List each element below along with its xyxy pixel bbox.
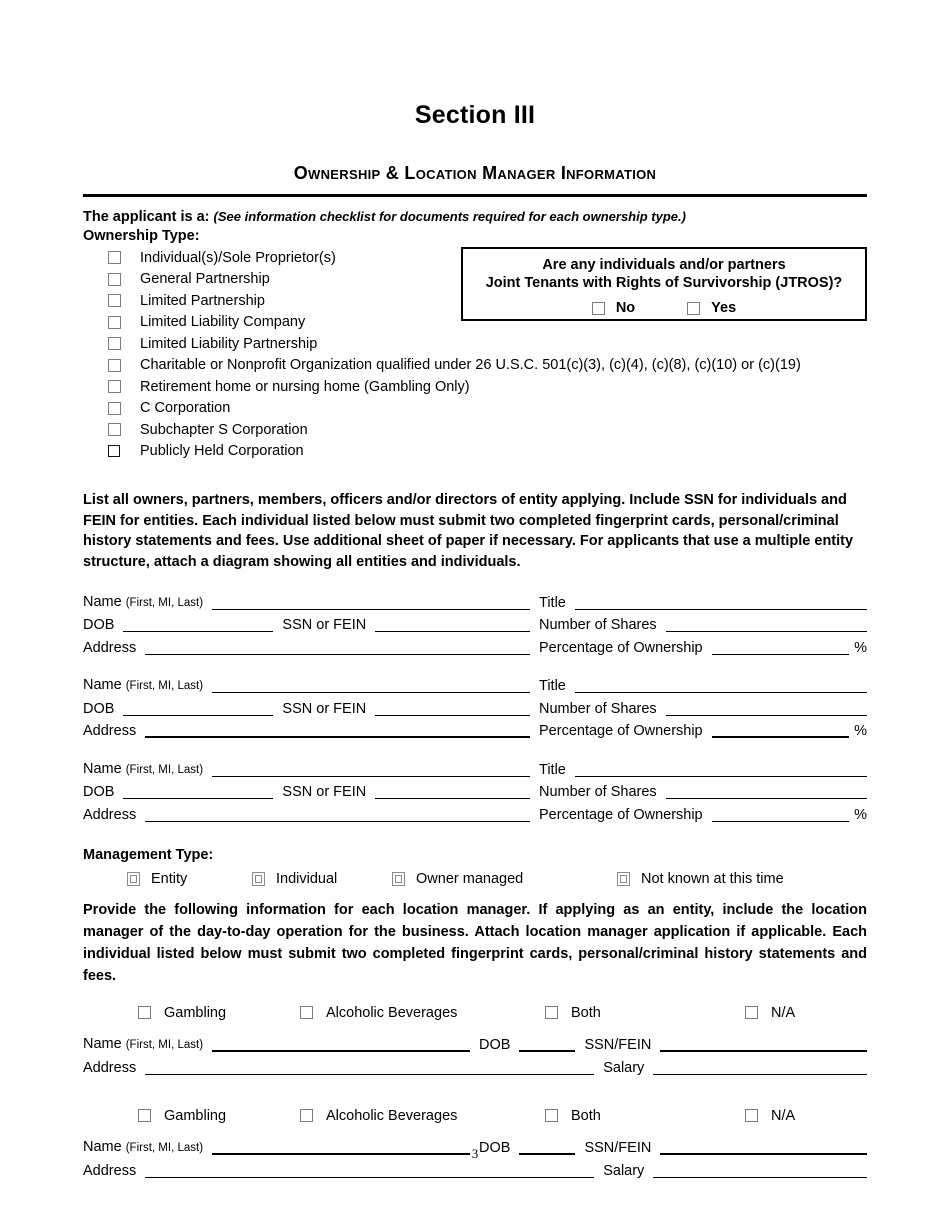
ownership-option-row[interactable]: [83, 376, 867, 398]
jtros-options: [463, 300, 865, 316]
checkbox-subchapter-s-corporation[interactable]: [108, 423, 121, 436]
owner-address-percentage-row: [83, 800, 867, 823]
owner-percentage-label: Percentage of Ownership: [539, 723, 703, 740]
license-option-label: Gambling: [164, 1107, 227, 1124]
ownership-type-area: [83, 247, 867, 462]
owner-name-label: Name (First, MI, Last): [83, 760, 204, 777]
checkbox-license-gambling[interactable]: [138, 1006, 151, 1019]
ownership-option-label: General Partnership: [140, 271, 270, 287]
owner-dob-label: DOB: [83, 700, 115, 717]
owner-address-label: Address: [83, 806, 137, 823]
management-type-options: [83, 871, 867, 887]
lm-salary-input[interactable]: [653, 1059, 867, 1075]
location-manager-block: [83, 1104, 867, 1179]
jtros-option-no[interactable]: [592, 300, 635, 316]
lm-dob-input[interactable]: [519, 1035, 575, 1052]
license-option-label: Both: [571, 1107, 601, 1124]
checkbox-license-na[interactable]: [745, 1109, 758, 1122]
owner-dob-input[interactable]: [123, 700, 273, 716]
license-option-label: Alcoholic Beverages: [326, 1004, 458, 1021]
ownership-option-label: Retirement home or nursing home (Gambling Only): [140, 378, 470, 395]
management-option-label: Individual: [276, 870, 338, 887]
checkbox-limited-liability-partnership[interactable]: [108, 337, 121, 350]
owner-title-input[interactable]: [575, 761, 867, 777]
owner-ssn-fein-input[interactable]: [375, 616, 530, 632]
lm-salary-label: Salary: [603, 1059, 645, 1076]
owner-dob-label: DOB: [83, 784, 115, 801]
owner-percentage-input[interactable]: [712, 721, 849, 738]
section-subtitle: Ownership & Location Manager Information: [293, 163, 657, 183]
owner-percentage-input[interactable]: [712, 639, 849, 655]
ownership-type-label: Ownership Type:: [83, 228, 200, 244]
checkbox-limited-liability-company[interactable]: [108, 316, 121, 329]
management-type-label: Management Type:: [83, 846, 214, 863]
checkbox-license-na[interactable]: [745, 1006, 758, 1019]
owner-percentage-input[interactable]: [712, 806, 849, 822]
owner-entry-block: [83, 755, 867, 823]
owner-address-percentage-row: [83, 633, 867, 656]
owner-dob-input[interactable]: [123, 616, 273, 632]
owner-title-label: Title: [539, 761, 566, 778]
license-option-both[interactable]: [545, 1108, 745, 1124]
owner-percentage-label: Percentage of Ownership: [539, 806, 703, 823]
ownership-option-label: Limited Partnership: [140, 292, 265, 309]
management-option-individual[interactable]: [252, 871, 392, 887]
license-option-gambling[interactable]: [83, 1108, 300, 1124]
owner-percent-sign: %: [854, 723, 867, 740]
ownership-option-label: Publicly Held Corporation: [140, 443, 304, 459]
jtros-question-box: [461, 247, 867, 321]
owner-shares-input[interactable]: [666, 700, 867, 716]
ownership-option-label: Individual(s)/Sole Proprietor(s): [140, 249, 336, 266]
checkbox-retirement-nursing-home[interactable]: [108, 380, 121, 393]
ownership-option-label: Limited Liability Company: [140, 314, 306, 330]
location-manager-fields: [83, 1031, 867, 1076]
owner-title-input[interactable]: [575, 677, 867, 693]
checkbox-license-alcoholic-beverages[interactable]: [300, 1109, 313, 1122]
owner-address-input[interactable]: [145, 806, 530, 822]
lm-salary-input[interactable]: [653, 1162, 867, 1178]
management-option-entity[interactable]: [127, 871, 252, 887]
owner-title-input[interactable]: [575, 594, 867, 610]
owner-dob-input[interactable]: [123, 783, 273, 799]
lm-name-label: Name (First, MI, Last): [83, 1036, 204, 1053]
applicant-label: The applicant is a:: [83, 209, 210, 225]
lm-name-input[interactable]: [212, 1035, 470, 1052]
checkbox-management-not-known[interactable]: [617, 872, 630, 886]
checkbox-management-entity[interactable]: [127, 872, 140, 886]
license-option-label: Both: [571, 1004, 601, 1021]
ownership-option-label: Charitable or Nonprofit Organization qualified under 26 U.S.C. 501(c)(3), (c)(4), (c)(8), (c)(10) or (c)(19): [140, 357, 801, 373]
license-option-label: N/A: [771, 1107, 796, 1124]
license-option-label: Alcoholic Beverages: [326, 1107, 458, 1124]
owner-shares-input[interactable]: [666, 783, 867, 799]
license-option-label: N/A: [771, 1004, 796, 1021]
checkbox-c-corporation[interactable]: [108, 402, 121, 415]
ownership-option-label: C Corporation: [140, 400, 231, 416]
ownership-option-row[interactable]: [83, 355, 867, 377]
ownership-option-row[interactable]: [83, 441, 867, 463]
lm-address-input[interactable]: [145, 1059, 594, 1075]
lm-address-input[interactable]: [145, 1162, 594, 1178]
lm-dob-label: DOB: [479, 1140, 511, 1157]
location-manager-block: [83, 1001, 867, 1076]
owner-address-input[interactable]: [145, 639, 530, 655]
ownership-option-row[interactable]: [83, 419, 867, 441]
owner-title-label: Title: [539, 678, 566, 695]
owner-percentage-label: Percentage of Ownership: [539, 639, 703, 656]
lm-ssn-fein-label: SSN/FEIN: [584, 1037, 652, 1054]
lm-ssn-fein-input[interactable]: [660, 1035, 867, 1052]
lm-name-dob-ssn-row: [83, 1031, 867, 1054]
checkbox-charitable-nonprofit[interactable]: [108, 359, 121, 372]
owner-ssn-fein-label: SSN or FEIN: [282, 617, 367, 634]
location-manager-license-options: [83, 1001, 867, 1025]
lm-salary-label: Salary: [603, 1162, 645, 1179]
checkbox-jtros-no[interactable]: [592, 302, 605, 315]
owner-name-label: Name (First, MI, Last): [83, 593, 204, 610]
title-divider: [83, 194, 867, 197]
page-title: Section III: [414, 101, 536, 129]
applicant-note: (See information checklist for documents required for each ownership type.): [213, 209, 686, 224]
checkbox-general-partnership[interactable]: [108, 273, 121, 286]
license-option-alcoholic-beverages[interactable]: [300, 1005, 545, 1021]
owner-dob-label: DOB: [83, 617, 115, 634]
owner-name-input[interactable]: [212, 677, 530, 693]
license-option-alcoholic-beverages[interactable]: [300, 1108, 545, 1124]
owner-name-input[interactable]: [212, 761, 530, 777]
license-option-na[interactable]: [745, 1005, 795, 1021]
owner-name-label: Name (First, MI, Last): [83, 677, 204, 694]
management-option-label: Entity: [151, 870, 188, 887]
owner-percent-sign: %: [854, 639, 867, 656]
owner-address-input[interactable]: [145, 721, 530, 738]
page-number: 3: [471, 1146, 479, 1161]
owner-entry-block: [83, 672, 867, 740]
jtros-question-line1: Are any individuals and/or partners: [542, 257, 786, 273]
checkbox-license-both[interactable]: [545, 1109, 558, 1122]
checkbox-individual-sole-proprietor[interactable]: [108, 251, 121, 264]
ownership-option-label: Subchapter S Corporation: [140, 421, 308, 438]
license-option-both[interactable]: [545, 1005, 745, 1021]
checkbox-license-both[interactable]: [545, 1006, 558, 1019]
checkbox-management-owner-managed[interactable]: [392, 872, 405, 886]
owner-name-title-row: [83, 755, 867, 778]
lm-address-salary-row: [83, 1053, 867, 1076]
applicant-is-a-line: [83, 209, 867, 225]
owner-entry-block: [83, 588, 867, 656]
checkbox-management-individual[interactable]: [252, 872, 265, 886]
page-content: [83, 0, 867, 1179]
owner-address-percentage-row: [83, 717, 867, 740]
jtros-no-label: No: [615, 300, 636, 316]
ownership-option-label: Limited Liability Partnership: [140, 335, 318, 352]
management-option-label: Not known at this time: [641, 870, 784, 887]
checkbox-limited-partnership[interactable]: [108, 294, 121, 307]
owner-name-title-row: [83, 588, 867, 611]
checkbox-publicly-held-corporation[interactable]: [108, 445, 120, 457]
owner-percent-sign: %: [854, 806, 867, 823]
location-manager-license-options: [83, 1104, 867, 1128]
lm-name-label: Name (First, MI, Last): [83, 1139, 204, 1156]
owner-dob-ssn-shares-row: [83, 694, 867, 717]
owner-address-label: Address: [83, 723, 137, 740]
ownership-option-row[interactable]: [83, 398, 867, 420]
owner-ssn-fein-input[interactable]: [375, 783, 530, 799]
ownership-option-row[interactable]: [83, 333, 867, 355]
owner-ssn-fein-label: SSN or FEIN: [282, 700, 367, 717]
checkbox-jtros-yes[interactable]: [687, 302, 700, 315]
owner-address-label: Address: [83, 639, 137, 656]
owner-name-title-row: [83, 672, 867, 695]
owner-shares-input[interactable]: [666, 616, 867, 632]
owners-instructions: List all owners, partners, members, officers and/or directors of entity applying. Include SSN for individuals and FEIN for entities. Each individual listed below must submit two completed fingerprint cards, personal/criminal history statements and fees. Use additional sheet of paper if necessary. For applicants that use a multiple entity structure, attach a diagram showing all entities and individuals.: [83, 492, 854, 570]
owner-name-input[interactable]: [212, 594, 530, 610]
jtros-question-line2: Joint Tenants with Rights of Survivorship (JTROS)?: [485, 275, 843, 291]
license-option-gambling[interactable]: [83, 1005, 300, 1021]
owner-dob-ssn-shares-row: [83, 611, 867, 634]
owner-ssn-fein-input[interactable]: [375, 700, 530, 716]
owner-shares-label: Number of Shares: [539, 700, 657, 717]
management-option-owner-managed[interactable]: [392, 871, 617, 887]
management-option-not-known[interactable]: [617, 871, 784, 887]
license-option-label: Gambling: [164, 1004, 227, 1021]
checkbox-license-gambling[interactable]: [138, 1109, 151, 1122]
lm-address-label: Address: [83, 1162, 137, 1179]
lm-ssn-fein-label: SSN/FEIN: [584, 1140, 652, 1157]
lm-dob-label: DOB: [479, 1037, 511, 1054]
owner-shares-label: Number of Shares: [539, 784, 657, 801]
owner-ssn-fein-label: SSN or FEIN: [282, 784, 367, 801]
owner-title-label: Title: [539, 594, 566, 611]
lm-address-label: Address: [83, 1059, 137, 1076]
jtros-option-yes[interactable]: [687, 300, 736, 316]
location-manager-instructions: Provide the following information for each location manager. If applying as an entity, include the location manager of the day-to-day operation for the business. Attach location manager application if applicable. Each individual listed below must submit two completed fingerprint cards, personal/criminal history statements and fees.: [83, 901, 867, 984]
management-option-label: Owner managed: [416, 870, 524, 887]
license-option-na[interactable]: [745, 1108, 795, 1124]
owner-shares-label: Number of Shares: [539, 617, 657, 634]
jtros-yes-label: Yes: [711, 300, 737, 316]
checkbox-license-alcoholic-beverages[interactable]: [300, 1006, 313, 1019]
owner-dob-ssn-shares-row: [83, 778, 867, 801]
